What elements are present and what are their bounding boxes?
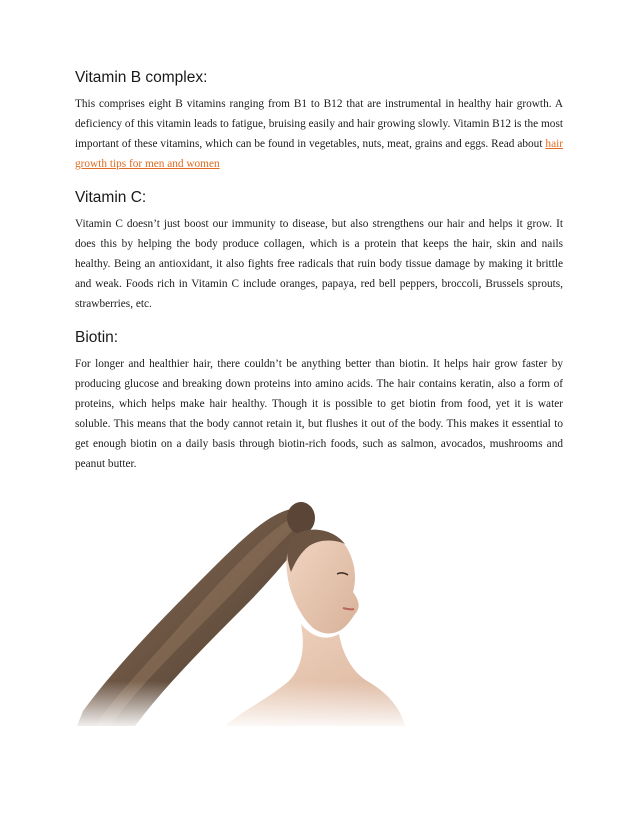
section-heading: Vitamin B complex: (75, 69, 208, 86)
section-paragraph: Vitamin C doesn’t just boost our immunity to disease, but also strengthens our hair and helps it grow. It does this by helping the body produce collagen, which is a protein that keeps the hair, skin and nails healthy. Being an antioxidant, it also fights free radicals that ruin body tissue damage by making it brittle and weak. Foods rich in Vitamin C include oranges, papaya, red bell peppers, broccoli, Brussels sprouts, strawberries, etc. (75, 218, 563, 310)
section-biotin (75, 328, 563, 474)
section-vitamin-b (75, 68, 563, 174)
paragraph-text: This comprises eight B vitamins ranging from B1 to B12 that are instrumental in healthy hair growth. A deficiency of this vitamin leads to fatigue, bruising easily and hair growing slowly. Vitamin B12 is the most important of these vitamins, which can be found in vegetables, nuts, meat, grains and eggs. Read about (75, 98, 563, 150)
hair-growth-tips-link[interactable]: hair growth tips for men and women (75, 138, 563, 170)
hair-photo-illustration (75, 496, 415, 726)
section-heading: Vitamin C: (75, 189, 147, 206)
section-vitamin-c (75, 188, 563, 314)
section-paragraph: For longer and healthier hair, there couldn’t be anything better than biotin. It helps hair grow faster by producing glucose and breaking down proteins into amino acids. The hair contains keratin, also a form of proteins, which helps make hair healthy. Though it is possible to get biotin from food, yet it is water soluble. This means that the body cannot retain it, but flushes it out of the body. This makes it essential to get enough biotin on a daily basis through biotin-rich foods, such as salmon, avocados, mushrooms and peanut butter. (75, 358, 563, 470)
section-paragraph (75, 94, 563, 174)
section-heading: Biotin: (75, 329, 119, 346)
document-body (75, 68, 563, 488)
woman-long-ponytail-photo (75, 496, 415, 726)
